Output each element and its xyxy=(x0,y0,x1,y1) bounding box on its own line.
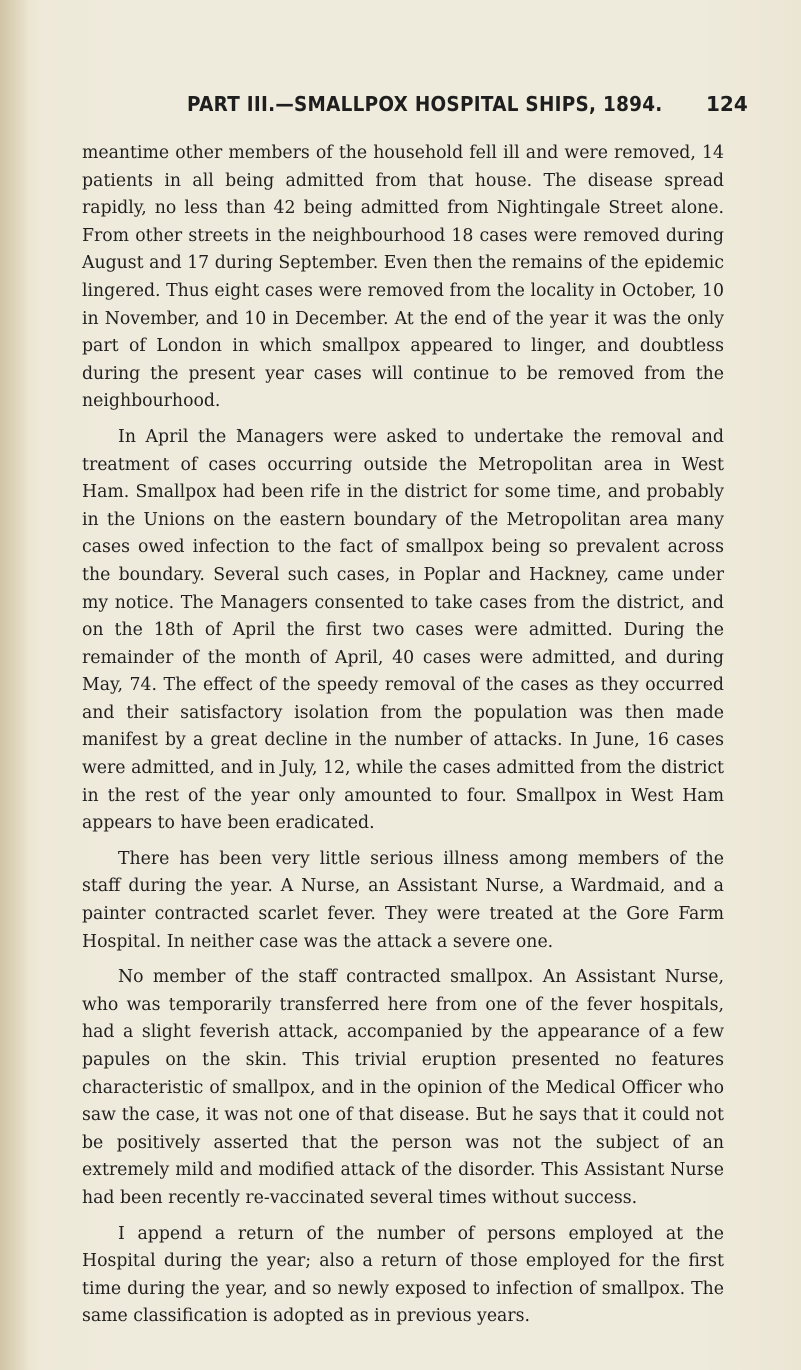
page-number: 124 xyxy=(706,92,748,116)
page-edge-shadow xyxy=(0,0,30,1370)
paragraph-return-append: I append a return of the number of persons employed at the Hospital during the year; also a return of those employed for the first time during the year, and so newly exposed to infection of smallpox. The same classification is adopted as in previous years. xyxy=(82,1223,724,1327)
paragraph-west-ham: In April the Managers were asked to undertake the removal and treatment of cases occurring outside the Metropolitan area in West Ham. Smallpox had been rife in the district for some time, and probably in the Unions on the eastern boundary of the Metropolitan area many cases owed infection to the fact of smallpox being so prevalent across the boundary. Several such cases, in Poplar and Hackney, came under my notice. The Managers consented to take cases from the district, and on the 18th of April the first two cases were admitted. During the remainder of the month of April, 40 cases were admitted, and during May, 74. The effect of the speedy removal of the cases as they occurred and their satisfactory isolation from the population was then made manifest by a great decline in the number of attacks. In June, 16 cases were admitted, and in July, 12, while the cases admitted from the district in the rest of the year only amounted to four. Smallpox in West Ham appears to have been eradicated. xyxy=(82,426,724,834)
header-title: PART III.—SMALLPOX HOSPITAL SHIPS, 1894. xyxy=(187,92,663,116)
paragraph-staff-illness: There has been very little serious illness among members of the staff during the year. A Nurse, an Assistant Nurse, a Wardmaid, and a painter contracted scarlet fever. They were treated at the Gore Farm Hospital. In neither case was the attack a severe one. xyxy=(82,848,724,952)
running-header xyxy=(0,92,801,122)
body-text xyxy=(82,140,724,1331)
paragraph-smallpox-staff: No member of the staff contracted smallpox. An Assistant Nurse, who was temporarily transferred here from one of the fever hospitals, had a slight feverish attack, accompanied by the appearance of a few papules on the skin. This trivial eruption presented no features characteristic of smallpox, and in the opinion of the Medical Officer who saw the case, it was not one of that disease. But he says that it could not be positively asserted that the person was not the subject of an extremely mild and modified attack of the disorder. This Assistant Nurse had been recently re-vaccinated several times without success. xyxy=(82,967,724,1208)
paragraph-continuation: meantime other members of the household fell ill and were removed, 14 patients in all being admitted from that house. The disease spread rapidly, no less than 42 being admitted from Nightingale Street alone. From other streets in the neighbourhood 18 cases were removed during August and 17 during September. Even then the remains of the epidemic lingered. Thus eight cases were removed from the locality in October, 10 in November, and 10 in December. At the end of the year it was the only part of London in which smallpox appeared to linger, and doubtless during the present year cases will continue to be removed from the neighbourhood. xyxy=(82,143,724,412)
